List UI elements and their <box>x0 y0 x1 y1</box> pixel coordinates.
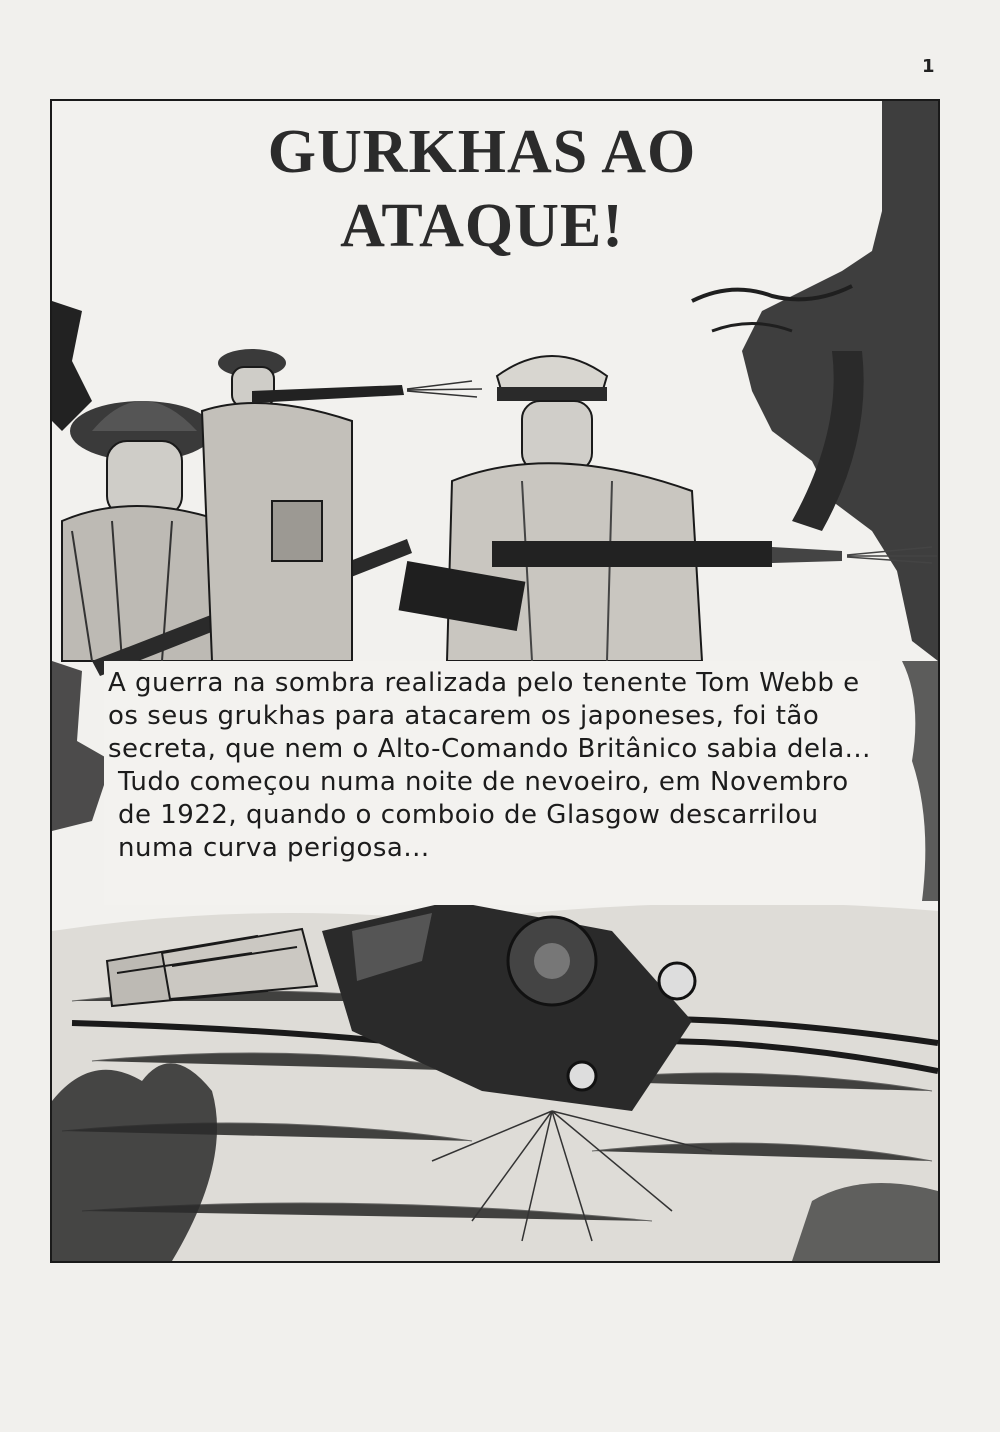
caption-paragraph-1: A guerra na sombra realizada pelo tenente Tom Webb e os seus grukhas para atacarem os japoneses, foi tão secreta, que nem o Alto-Comando Britânico sabia dela... <box>108 668 871 764</box>
title-box <box>182 115 782 275</box>
title-line-2: ATAQUE! <box>340 192 624 260</box>
comic-panel <box>50 99 940 1263</box>
muzzle-flash-top <box>407 381 482 397</box>
title-line-1: GURKHAS AO <box>267 118 697 186</box>
page-number: 1 <box>922 56 935 77</box>
caption-paragraph-2: Tudo começou numa noite de nevoeiro, em Novembro de 1922, quando o comboio de Glasgow descarrilou numa curva perigosa... <box>118 767 849 863</box>
narration-caption <box>104 661 880 905</box>
